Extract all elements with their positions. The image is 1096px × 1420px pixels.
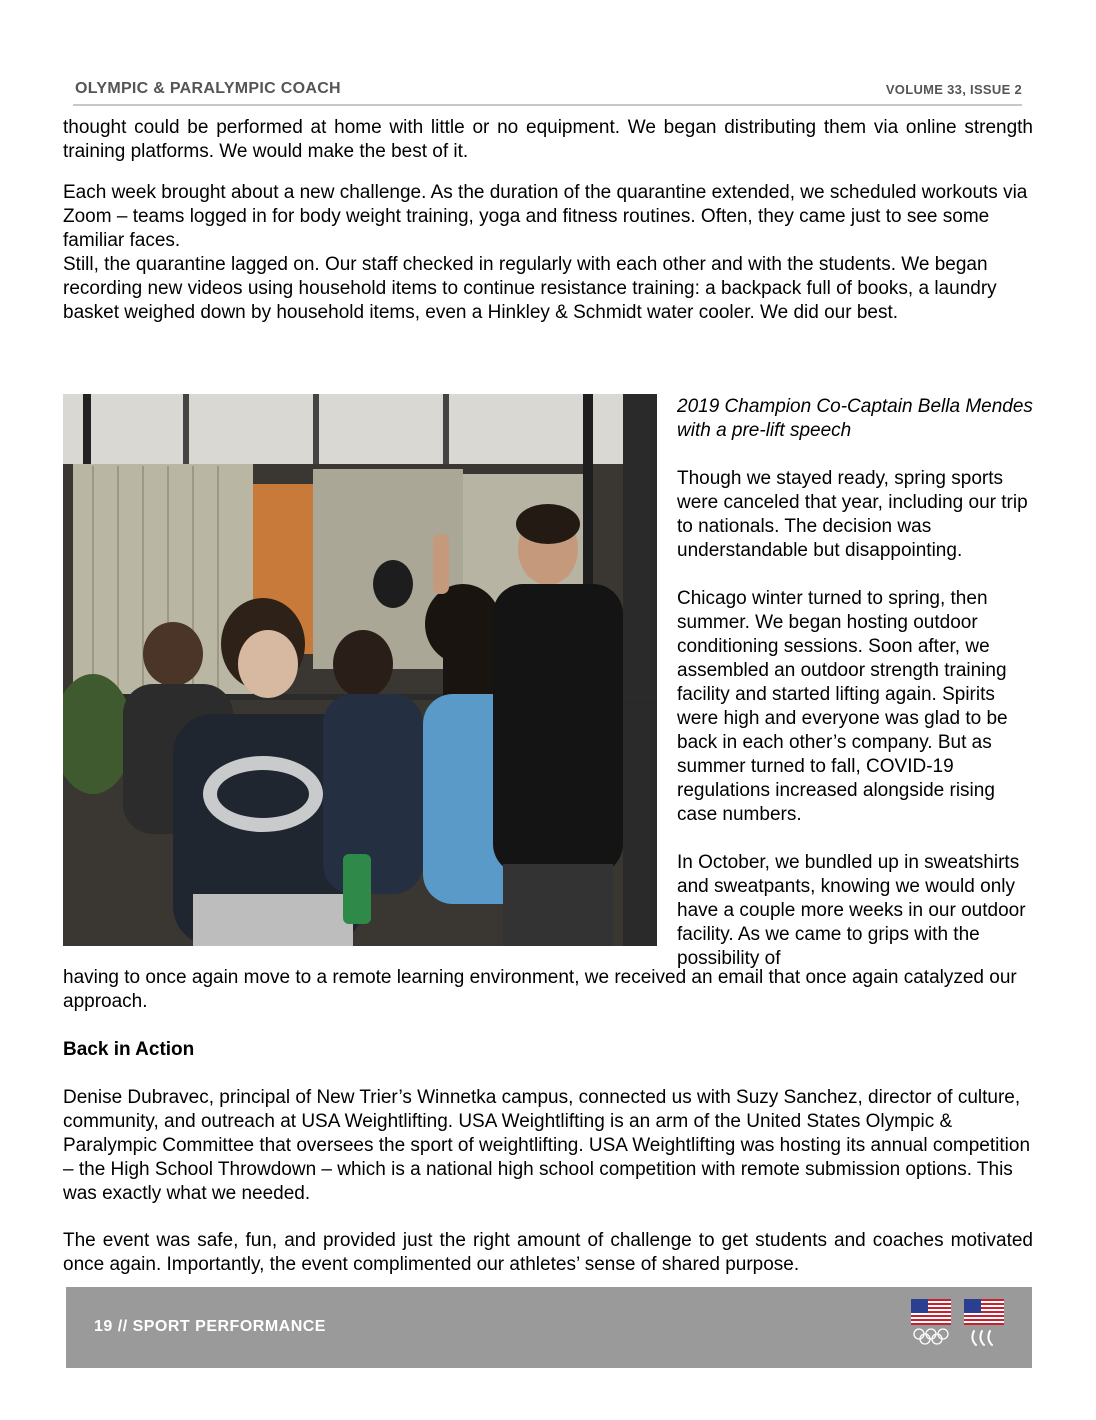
side-paragraph-1: Though we stayed ready, spring sports were canceled that year, including our trip to nationals. The decision was understandable but disappointing. — [677, 468, 1028, 561]
article-paragraph-3: Still, the quarantine lagged on. Our staff checked in regularly with each other and with the students. We began recording new videos using household items to continue resistance training: a backpack full of books, a laundry basket weighed down by household items, even a Hinkley & Schmidt water cooler. We did our best. — [63, 254, 997, 323]
footer-label: 19 // SPORT PERFORMANCE — [94, 1318, 326, 1335]
page-header — [73, 80, 1022, 106]
article-paragraph-6: The event was safe, fun, and provided just the right amount of challenge to get students and coaches motivated once again. Importantly, the event complimented our athletes’ sense of shared purpose. — [63, 1230, 1033, 1275]
olympic-flag-icon — [909, 1299, 953, 1351]
team-photo — [63, 394, 657, 946]
issue-label: VOLUME 33, ISSUE 2 — [885, 82, 1022, 97]
side-column — [677, 395, 1039, 971]
article-paragraph-5: Denise Dubravec, principal of New Trier’s Winnetka campus, connected us with Suzy Sanchez, director of culture, community, and outreach at USA Weightlifting. USA Weightlifting is an arm of the United States Olympic & Paralympic Committee that oversees the sport of weightlifting. USA Weightlifting was hosting its annual competition – the High School Throwdown – which is a national high school competition with remote submission options. This was exactly what we needed. — [63, 1087, 1031, 1204]
publication-title: OLYMPIC & PARALYMPIC COACH — [75, 80, 341, 97]
article-paragraph-2: Each week brought about a new challenge. As the duration of the quarantine extended, we scheduled workouts via Zoom – teams logged in for body weight training, yoga and fitness routines. Often, they came just to see some familiar faces. — [63, 182, 1028, 251]
side-paragraph-3: In October, we bundled up in sweatshirts and sweatpants, knowing we would only have a couple more weeks in our outdoor facility. As we came to grips with the possibility of — [677, 852, 1026, 969]
article-paragraph-4: having to once again move to a remote learning environment, we received an email that once again catalyzed our approach. — [63, 967, 1017, 1012]
article-paragraph-1: thought could be performed at home with little or no equipment. We began distributing them via online strength training platforms. We would make the best of it. — [63, 117, 1033, 162]
section-heading: Back in Action — [63, 1039, 195, 1060]
paralympic-flag-icon — [962, 1299, 1006, 1351]
page-footer — [66, 1287, 1032, 1368]
photo-caption: 2019 Champion Co-Captain Bella Mendes with a pre-lift speech — [677, 396, 1033, 441]
side-paragraph-2: Chicago winter turned to spring, then summer. We began hosting outdoor conditioning sessions. Soon after, we assembled an outdoor strength training facility and started lifting again. Spirits were high and everyone was glad to be back in each other’s company. But as summer turned to fall, COVID-19 regulations increased alongside rising case numbers. — [677, 588, 1008, 825]
